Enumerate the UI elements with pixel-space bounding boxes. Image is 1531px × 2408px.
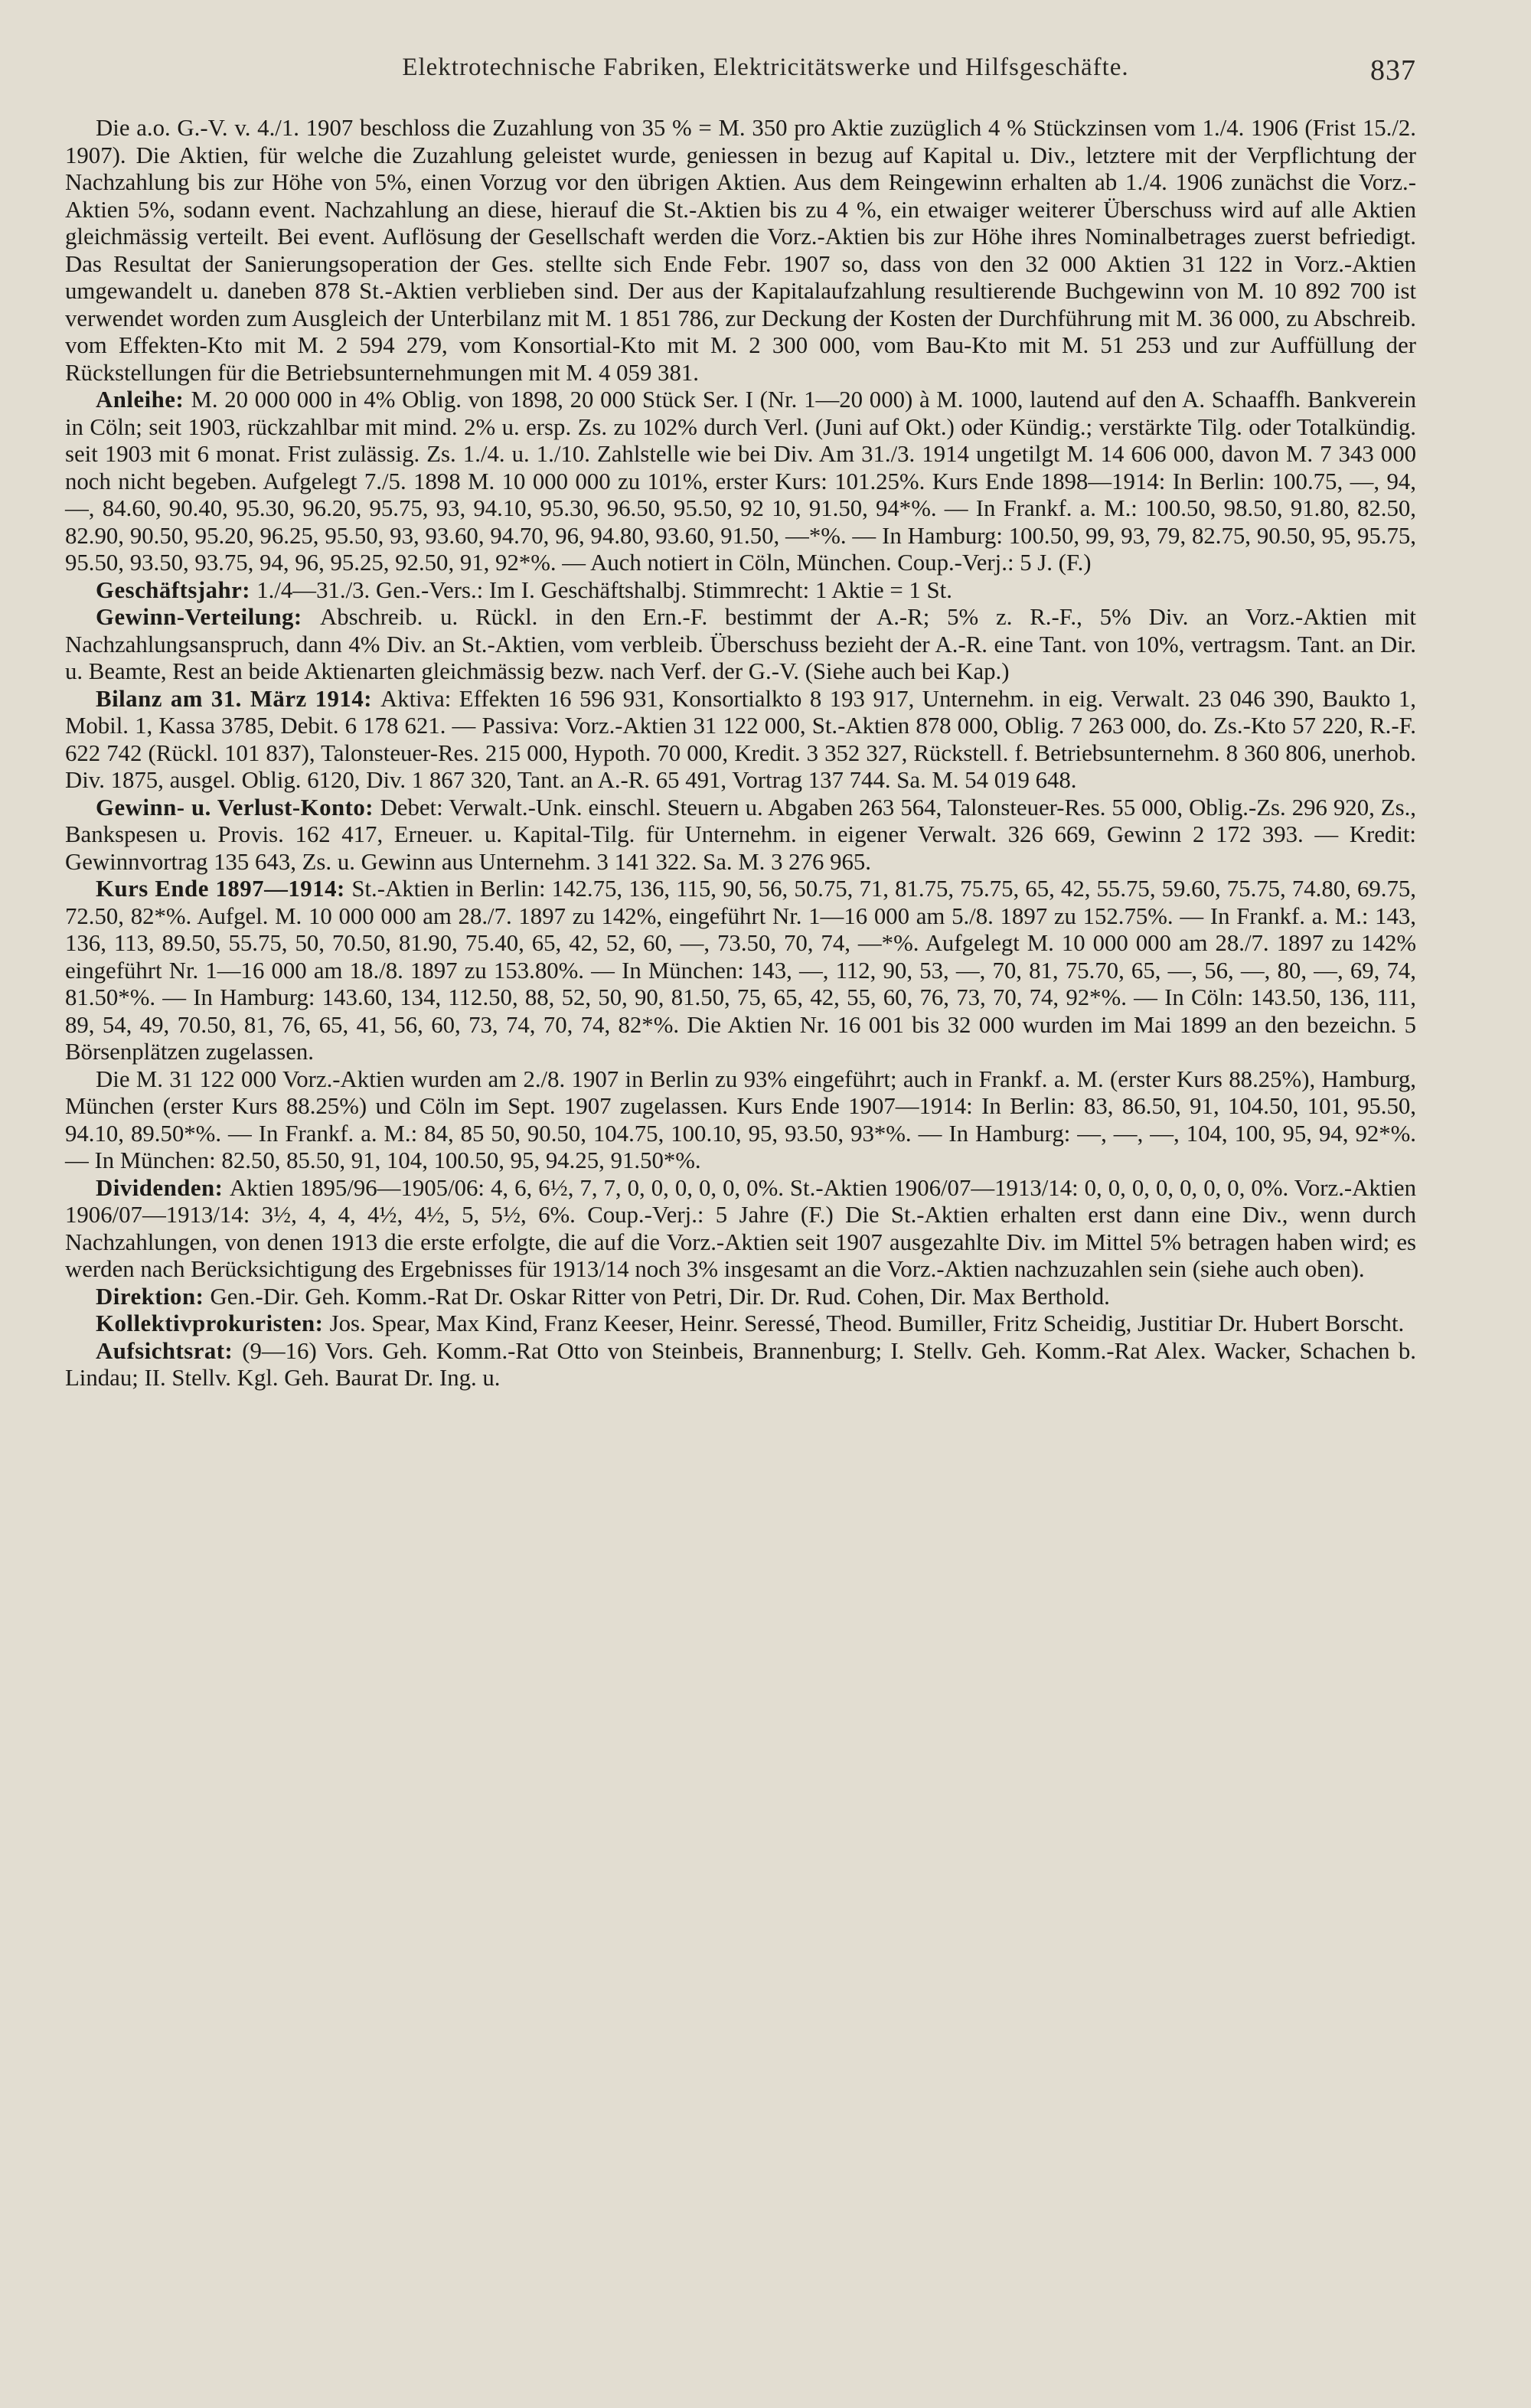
paragraph-text: M. 20 000 000 in 4% Oblig. von 1898, 20 000 Stück Ser. I (Nr. 1—20 000) à M. 1000, lautend auf den A. Schaaffh. Bankverein in Cöln; seit 1903, rückzahlbar mit mind. 2% u. ersp. Zs. zu 102% durch Verl. (Juni auf Okt.) oder Kündig.; verstärkte Tilg. oder Totalkündig. seit 1903 mit 6 monat. Frist zulässig. Zs. 1./4. u. 1./10. Zahlstelle wie bei Div. Am 31./3. 1914 ungetilgt M. 14 606 000, davon M. 7 343 000 noch nicht begeben. Aufgelegt 7./5. 1898 M. 10 000 000 zu 101%, erster Kurs: 101.25%. Kurs Ende 1898—1914: In Berlin: 100.75, —, 94, —, 84.60, 90.40, 95.30, 96.20, 95.75, 93, 94.10, 95.30, 96.50, 95.50, 92 10, 91.50, 94*%. — In Frankf. a. M.: 100.50, 98.50, 91.80, 82.50, 82.90, 90.50, 95.20, 96.25, 95.50, 93, 93.60, 94.70, 96, 94.80, 93.60, 91.50, —*%. — In Hamburg: 100.50, 99, 93, 79, 82.75, 90.50, 95, 95.75, 95.50, 93.50, 93.75, 94, 96, 95.25, 92.50, 91, 92*%. — Auch notiert in Cöln, München. Coup.-Verj.: 5 J. (F.) — [65, 387, 1416, 576]
paragraph-dividenden — [65, 1175, 1416, 1284]
paragraph-label: Kollektivprokuristen: — [96, 1310, 330, 1336]
paragraph-label: Direktion: — [96, 1283, 211, 1310]
paragraph-text: (9—16) Vors. Geh. Komm.-Rat Otto von Steinbeis, Brannenburg; I. Stellv. Geh. Komm.-Rat Alex. Wacker, Schachen b. Lindau; II. Stellv. Kgl. Geh. Baurat Dr. Ing. u. — [65, 1337, 1416, 1391]
paragraph-text: Die a.o. G.-V. v. 4./1. 1907 beschloss die Zuzahlung von 35 % = M. 350 pro Aktie zuzüglich 4 % Stückzinsen vom 1./4. 1906 (Frist 15./2. 1907). Die Aktien, für welche die Zuzahlung geleistet wurde, geniessen in bezug auf Kapital u. Div., letztere mit der Verpflichtung der Nachzahlung bis zur Höhe von 5%, einen Vorzug vor den übrigen Aktien. Aus dem Reingewinn erhalten ab 1./4. 1906 zunächst die Vorz.-Aktien 5%, sodann event. Nachzahlung an diese, hierauf die St.-Aktien bis zu 4 %, ein etwaiger weiterer Überschuss wird auf alle Aktien gleichmässig verteilt. Bei event. Auflösung der Gesellschaft werden die Vorz.-Aktien bis zur Höhe ihres Nominalbetrages zuerst befriedigt. Das Resultat der Sanierungsoperation der Ges. stellte sich Ende Febr. 1907 so, dass von den 32 000 Aktien 31 122 in Vorz.-Aktien umgewandelt u. daneben 878 St.-Aktien verblieben sind. Der aus der Kapitalaufzahlung resultierende Buchgewinn von M. 10 892 700 ist verwendet worden zum Ausgleich der Unterbilanz mit M. 1 851 786, zur Deckung der Kosten der Durchführung mit M. 36 000, zu Abschreib. vom Effekten-Kto mit M. 2 594 279, vom Konsortial-Kto mit M. 2 300 000, vom Bau-Kto mit M. 51 253 und zur Auffüllung der Rückstellungen für die Betriebsunternehmungen mit M. 4 059 381. — [65, 115, 1416, 386]
paragraph-gewinn-verteilung — [65, 604, 1416, 686]
paragraph-text: Debet: Verwalt.-Unk. einschl. Steuern u. Abgaben 263 564, Talonsteuer-Res. 55 000, Oblig.-Zs. 296 920, Zs., Bankspesen u. Provis. 162 417, Erneuer. u. Kapital-Tilg. für Unternehm. in eigener Verwalt. 326 669, Gewinn 2 172 393. — Kredit: Gewinnvortrag 135 643, Zs. u. Gewinn aus Unternehm. 3 141 322. Sa. M. 3 276 965. — [65, 794, 1416, 875]
header-title: Elektrotechnische Fabriken, Elektricitätswerke und Hilfsgeschäfte. — [402, 54, 1129, 81]
paragraph-aufsichtsrat — [65, 1338, 1416, 1392]
paragraph-label: Dividenden: — [96, 1174, 230, 1201]
paragraph-label: Kurs Ende 1897—1914: — [96, 876, 352, 902]
paragraph-text: 1./4—31./3. Gen.-Vers.: Im I. Geschäftshalbj. Stimmrecht: 1 Aktie = 1 St. — [256, 576, 952, 603]
paragraph-text: Abschreib. u. Rückl. in den Ern.-F. bestimmt der A.-R; 5% z. R.-F., 5% Div. an Vorz.-Aktien mit Nachzahlungsanspruch, dann 4% Div. an St.-Aktien, vom verbleib. Überschuss bezieht der A.-R. eine Tant. von 10%, vertragsm. Tant. an Dir. u. Beamte, Rest an beide Aktienarten gleichmässig bezw. nach Verf. der G.-V. (Siehe auch bei Kap.) — [65, 604, 1416, 684]
paragraph-geschaeftsjahr — [65, 577, 1416, 605]
document-body — [65, 115, 1416, 1392]
paragraph-label: Anleihe: — [96, 387, 191, 413]
paragraph-kollektivprokuristen — [65, 1310, 1416, 1338]
paragraph-text: St.-Aktien in Berlin: 142.75, 136, 115, 90, 56, 50.75, 71, 81.75, 75.75, 65, 42, 55.75, 59.60, 75.75, 74.80, 69.75, 72.50, 82*%. Aufgel. M. 10 000 000 am 28./7. 1897 zu 142%, eingeführt Nr. 1—16 000 am 5./8. 1897 zu 152.75%. — In Frankf. a. M.: 143, 136, 113, 89.50, 55.75, 50, 70.50, 81.90, 75.40, 65, 42, 52, 60, —, 73.50, 70, 74, —*%. Aufgelegt M. 10 000 000 am 28./7. 1897 zu 142% eingeführt Nr. 1—16 000 am 18./8. 1897 zu 153.80%. — In München: 143, —, 112, 90, 53, —, 70, 81, 75.70, 65, —, 56, —, 80, —, 69, 74, 81.50*%. — In Hamburg: 143.60, 134, 112.50, 88, 52, 50, 90, 81.50, 75, 65, 42, 55, 60, 76, 73, 70, 74, 92*%. — In Cöln: 143.50, 136, 111, 89, 54, 49, 70.50, 81, 76, 65, 41, 56, 60, 73, 74, 70, 74, 82*%. Die Aktien Nr. 16 001 bis 32 000 wurden im Mai 1899 an den bezeichn. 5 Börsenplätzen zugelassen. — [65, 876, 1416, 1065]
paragraph-label: Gewinn- u. Verlust-Konto: — [96, 794, 380, 821]
page-number: 837 — [1370, 54, 1416, 86]
paragraph-text: Jos. Spear, Max Kind, Franz Keeser, Heinr. Seressé, Theod. Bumiller, Fritz Scheidig, Justitiar Dr. Hubert Borscht. — [329, 1310, 1405, 1336]
paragraph-gewinn-verlust-konto — [65, 795, 1416, 876]
paragraph-text: Aktiva: Effekten 16 596 931, Konsortialkto 8 193 917, Unternehm. in eig. Verwalt. 23 046 390, Baukto 1, Mobil. 1, Kassa 3785, Debit. 6 178 621. — Passiva: Vorz.-Aktien 31 122 000, St.-Aktien 878 000, Oblig. 7 263 000, do. Zs.-Kto 57 220, R.-F. 622 742 (Rückl. 101 837), Talonsteuer-Res. 215 000, Hypoth. 70 000, Kredit. 3 352 327, Rückstell. f. Betriebsunternehm. 8 360 806, unerhob. Div. 1875, ausgel. Oblig. 6120, Div. 1 867 320, Tant. an A.-R. 65 491, Vortrag 137 744. Sa. M. 54 019 648. — [65, 685, 1416, 793]
paragraph-vorz-aktien-kurs — [65, 1066, 1416, 1175]
paragraph-capital-restructuring — [65, 115, 1416, 387]
running-header — [230, 54, 1416, 100]
paragraph-label: Bilanz am 31. März 1914: — [96, 685, 380, 712]
paragraph-label: Geschäftsjahr: — [96, 576, 257, 603]
paragraph-label: Gewinn-Verteilung: — [96, 604, 321, 630]
paragraph-text: Aktien 1895/96—1905/06: 4, 6, 6½, 7, 7, 0, 0, 0, 0, 0, 0%. St.-Aktien 1906/07—1913/14: 0, 0, 0, 0, 0, 0, 0, 0%. Vorz.-Aktien 1906/07—1913/14: 3½, 4, 4, 4½, 4½, 5, 5½, 6%. Coup.-Verj.: 5 Jahre (F.) Die St.-Aktien erhalten erst dann eine Div., wenn durch Nachzahlungen, von denen 1913 die erste erfolgte, die auf die Vorz.-Aktien seit 1907 ausgezahlte Div. im Mittel 5% betragen haben wird; es werden nach Berücksichtigung des Ergebnisses für 1913/14 noch 3% insgesamt an die Vorz.-Aktien nachzuzahlen sein (siehe auch oben). — [65, 1174, 1416, 1282]
paragraph-bilanz — [65, 686, 1416, 795]
paragraph-direktion — [65, 1284, 1416, 1311]
paragraph-text: Gen.-Dir. Geh. Komm.-Rat Dr. Oskar Ritter von Petri, Dir. Dr. Rud. Cohen, Dir. Max Berthold. — [210, 1283, 1110, 1310]
paragraph-kurs-ende — [65, 876, 1416, 1066]
paragraph-text: Die M. 31 122 000 Vorz.-Aktien wurden am 2./8. 1907 in Berlin zu 93% eingeführt; auch in Frankf. a. M. (erster Kurs 88.25%), Hamburg, München (erster Kurs 88.25%) und Cöln im Sept. 1907 zugelassen. Kurs Ende 1907—1914: In Berlin: 83, 86.50, 91, 104.50, 101, 95.50, 94.10, 89.50*%. — In Frankf. a. M.: 84, 85 50, 90.50, 104.75, 100.10, 95, 93.50, 93*%. — In Hamburg: —, —, —, 104, 100, 95, 94, 92*%. — In München: 82.50, 85.50, 91, 104, 100.50, 95, 94.25, 91.50*%. — [65, 1065, 1416, 1173]
paragraph-anleihe — [65, 387, 1416, 577]
paragraph-label: Aufsichtsrat: — [96, 1337, 243, 1364]
